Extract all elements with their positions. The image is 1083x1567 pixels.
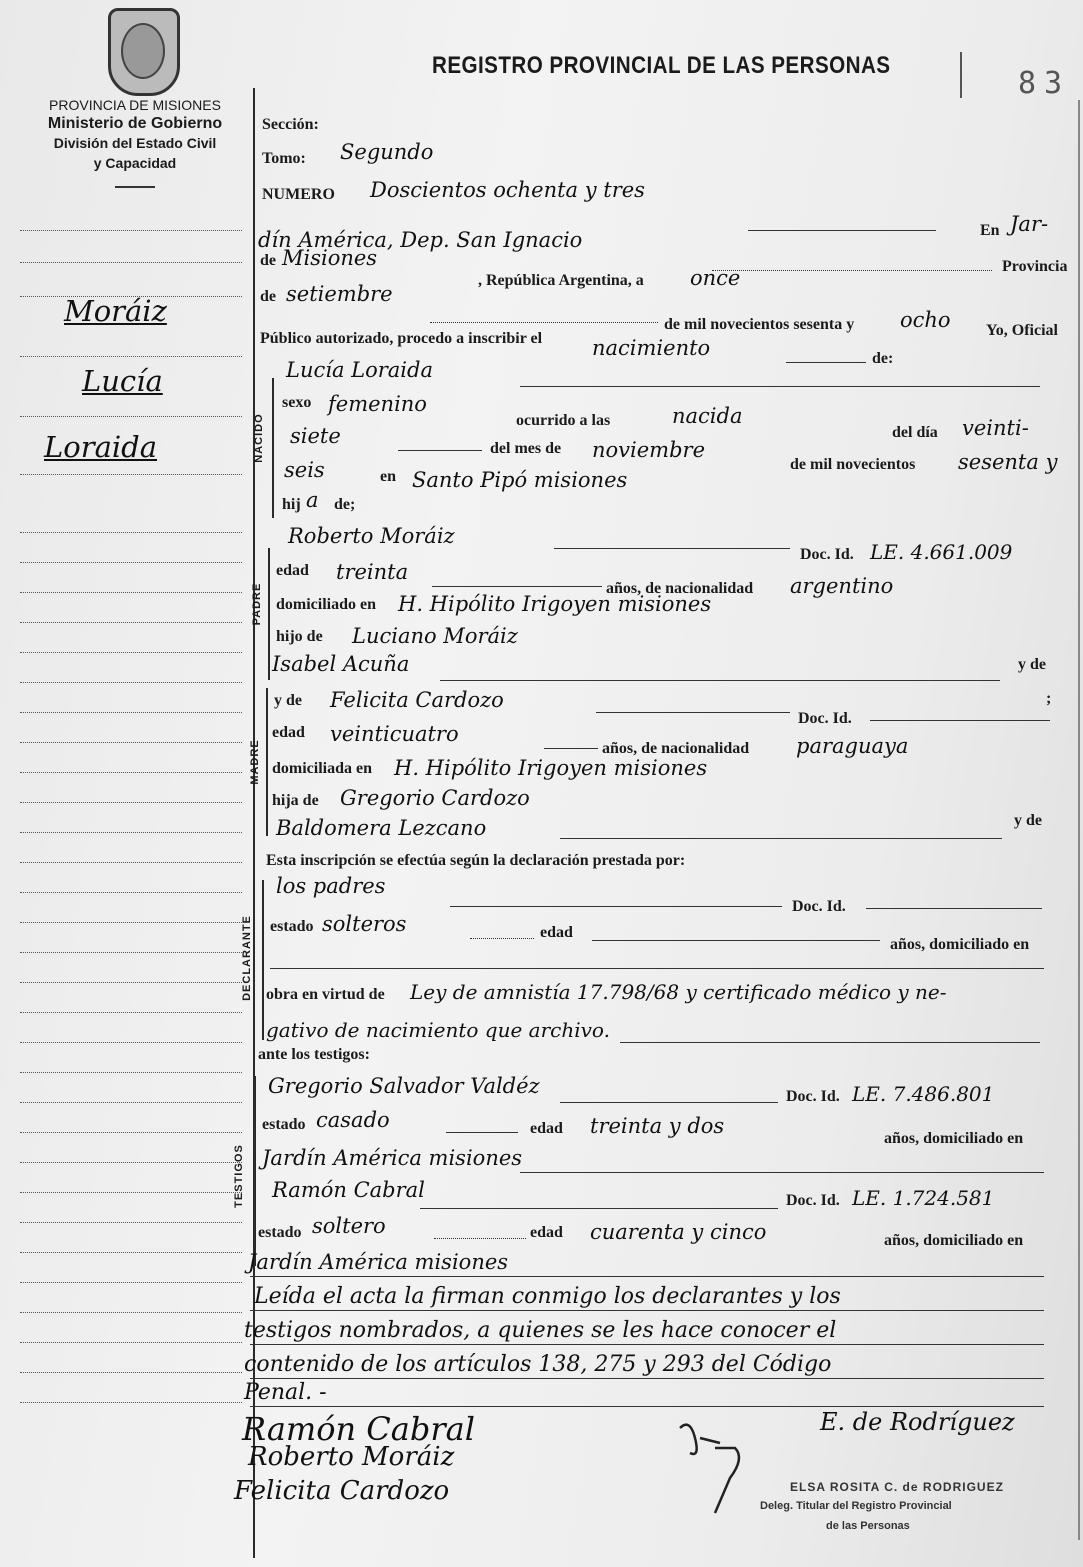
padre-hijo-label: hijo de xyxy=(276,628,323,645)
mes-label: del mes de xyxy=(490,440,562,457)
madre-nac-value: paraguaya xyxy=(796,734,909,758)
testigo1-edad-value: treinta y dos xyxy=(590,1114,725,1138)
testigo1-name: Gregorio Salvador Valdéz xyxy=(268,1074,540,1098)
section-testigos: TESTIGOS xyxy=(233,1144,245,1208)
de-label-2: de xyxy=(260,288,276,305)
testigo1-anios-label: años, domiciliado en xyxy=(884,1130,1024,1147)
en-label: En xyxy=(980,222,1000,239)
ocurrido-value: nacida xyxy=(672,404,743,428)
padre-dom-value: H. Hipólito Irigoyen misiones xyxy=(398,592,712,616)
padre-yde-label: y de xyxy=(1018,656,1046,673)
testigo2-doc-label: Doc. Id. xyxy=(786,1192,840,1209)
obra-value-2: gativo de nacimiento que archivo. xyxy=(266,1018,610,1042)
hij-label: hij xyxy=(282,496,301,513)
stamp-name: ELSA ROSITA C. de RODRIGUEZ xyxy=(790,1480,1004,1494)
section-padre: PADRE xyxy=(251,582,263,626)
tomo-value: Segundo xyxy=(340,140,434,164)
testigo2-edad-value: cuarenta y cinco xyxy=(590,1220,767,1244)
tomo-label: Tomo: xyxy=(262,150,306,167)
hij-value: a xyxy=(306,488,319,512)
margin-surname: Moráiz xyxy=(64,294,167,328)
padre-mother-value: Isabel Acuña xyxy=(272,652,410,676)
section-declarante: DECLARANTE xyxy=(241,915,253,1001)
closing-line-1: Leída el acta la firman conmigo los declarantes y los xyxy=(254,1284,841,1309)
testigo1-doc-label: Doc. Id. xyxy=(786,1088,840,1105)
place-value-2: dín América, Dep. San Ignacio xyxy=(258,228,583,252)
sexo-label: sexo xyxy=(282,394,312,411)
declarante-name: los padres xyxy=(276,874,386,898)
corner-mark xyxy=(960,52,962,98)
padre-doc-label: Doc. Id. xyxy=(800,546,854,563)
padre-dom-label: domiciliado en xyxy=(276,596,377,613)
testigo2-name: Ramón Cabral xyxy=(272,1178,425,1202)
place-value-1: Jar- xyxy=(1010,212,1049,236)
hij-de-label: de; xyxy=(334,496,356,513)
section-madre: MADRE xyxy=(249,739,261,785)
declarante-edad-label: edad xyxy=(540,924,573,941)
division-heading-1: División del Estado Civil xyxy=(53,135,217,151)
madre-edad-value: veinticuatro xyxy=(330,722,459,746)
testigo2-doc-value: LE. 1.724.581 xyxy=(852,1186,995,1210)
nacido-rule xyxy=(272,378,274,518)
declarante-estado-value: solteros xyxy=(322,912,407,936)
dia-value-1: veinti- xyxy=(962,416,1029,440)
madre-mother-value: Baldomera Lezcano xyxy=(276,816,487,840)
province-value: Misiones xyxy=(282,246,378,270)
testigo1-estado-value: casado xyxy=(316,1108,390,1132)
mil-label: de mil novecientos xyxy=(790,456,916,473)
header-rule xyxy=(115,186,155,188)
testigo2-edad-label: edad xyxy=(530,1224,563,1241)
lugar-value: Santo Pipó misiones xyxy=(412,468,628,492)
yo-oficial-label: Yo, Oficial xyxy=(986,322,1058,339)
declarante-estado-label: estado xyxy=(270,918,314,935)
testigo1-doc-value: LE. 7.486.801 xyxy=(852,1082,995,1106)
section-nacido: NACIDO xyxy=(253,413,265,463)
publico-label: Público autorizado, procedo a inscribir el xyxy=(260,330,543,347)
de-colon: de: xyxy=(872,350,894,367)
testigo1-estado-label: estado xyxy=(262,1116,306,1133)
madre-hija-label: hija de xyxy=(272,792,319,809)
signature-official: E. de Rodríguez xyxy=(820,1408,1015,1436)
signature-scribble xyxy=(660,1418,750,1518)
padre-rule xyxy=(268,548,270,680)
republica-label: , República Argentina, a xyxy=(478,272,644,289)
padre-doc-value: LE. 4.661.009 xyxy=(870,540,1013,564)
closing-line-4: Penal. - xyxy=(244,1380,327,1405)
madre-father-value: Gregorio Cardozo xyxy=(340,786,530,810)
declarante-intro: Esta inscripción se efectúa según la declaración prestada por: xyxy=(266,852,686,869)
provincial-seal xyxy=(108,8,180,96)
dia-value-2: siete xyxy=(290,424,341,448)
padre-father-value: Luciano Moráiz xyxy=(352,624,518,648)
numero-label: NUMERO xyxy=(262,186,335,203)
padre-edad-value: treinta xyxy=(336,560,409,584)
page-number: 83 xyxy=(1018,66,1071,101)
stamp-line-2: de las Personas xyxy=(826,1520,910,1532)
en-label-2: en xyxy=(380,468,396,485)
signature-ramon-cabral: Ramón Cabral xyxy=(242,1410,475,1448)
testigos-intro: ante los testigos: xyxy=(258,1046,370,1063)
signature-felicita-cardozo: Felicita Cardozo xyxy=(234,1476,450,1506)
padre-edad-label: edad xyxy=(276,562,309,579)
obra-label: obra en virtud de xyxy=(266,986,385,1003)
seccion-label: Sección: xyxy=(262,116,319,133)
page-title: REGISTRO PROVINCIAL DE LAS PERSONAS xyxy=(432,52,891,79)
month-value: setiembre xyxy=(286,282,393,306)
right-edge xyxy=(1078,100,1080,1540)
sexo-value: femenino xyxy=(328,392,427,416)
testigo1-dom-value: Jardín América misiones xyxy=(262,1146,523,1170)
anio-value-1: sesenta y xyxy=(958,450,1058,474)
year-label: de mil novecientos sesenta y xyxy=(664,316,855,333)
de-label: de xyxy=(260,252,276,269)
madre-dom-value: H. Hipólito Irigoyen misiones xyxy=(394,756,708,780)
stamp-line-1: Deleg. Titular del Registro Provincial xyxy=(760,1500,952,1512)
obra-value-1: Ley de amnistía 17.798/68 y certificado médico y ne- xyxy=(410,980,947,1004)
testigo2-estado-value: soltero xyxy=(312,1214,386,1238)
madre-yde-label: y de xyxy=(274,692,302,709)
closing-line-2: testigos nombrados, a quienes se les hace conocer el xyxy=(244,1318,837,1343)
testigo2-estado-label: estado xyxy=(258,1224,302,1241)
day-value: once xyxy=(690,266,741,290)
declarante-doc-label: Doc. Id. xyxy=(792,898,846,915)
padre-name: Roberto Moráiz xyxy=(288,524,455,548)
madre-yde2-label: y de xyxy=(1014,812,1042,829)
padre-semicolon: ; xyxy=(1046,690,1052,707)
margin-name-1: Lucía xyxy=(82,364,163,398)
testigo2-anios-label: años, domiciliado en xyxy=(884,1232,1024,1249)
province-heading: PROVINCIA DE MISIONES xyxy=(49,97,221,113)
mes-value: noviembre xyxy=(592,438,705,462)
numero-value: Doscientos ochenta y tres xyxy=(370,178,645,202)
madre-rule xyxy=(266,688,268,836)
signature-roberto-moraiz: Roberto Moráiz xyxy=(248,1442,455,1472)
padre-nac-value: argentino xyxy=(790,574,894,598)
nacido-name: Lucía Loraida xyxy=(286,358,433,382)
madre-edad-label: edad xyxy=(272,724,305,741)
madre-doc-label: Doc. Id. xyxy=(798,710,852,727)
division-heading-2: y Capacidad xyxy=(93,155,177,171)
madre-name: Felicita Cardozo xyxy=(330,688,504,712)
declarante-anios-label: años, domiciliado en xyxy=(890,936,1030,953)
anio-value-2: seis xyxy=(284,458,325,482)
ocurrido-label: ocurrido a las xyxy=(516,412,611,429)
madre-dom-label: domiciliada en xyxy=(272,760,373,777)
del-dia-label: del día xyxy=(892,424,938,441)
testigo2-dom-value: Jardín América misiones xyxy=(248,1250,509,1274)
provincia-label: Provincia xyxy=(1002,258,1068,275)
testigos-rule xyxy=(254,1076,256,1266)
madre-nac-label: años, de nacionalidad xyxy=(602,740,750,757)
declarante-rule xyxy=(262,880,264,1040)
year-value: ocho xyxy=(900,308,951,332)
act-value: nacimiento xyxy=(592,336,711,360)
closing-line-3: contenido de los artículos 138, 275 y 293 del Código xyxy=(244,1352,832,1377)
padre-nac-label: años, de nacionalidad xyxy=(606,580,754,597)
ministry-heading: Ministerio de Gobierno xyxy=(47,115,223,132)
testigo1-edad-label: edad xyxy=(530,1120,563,1137)
margin-name-2: Loraida xyxy=(44,430,157,464)
